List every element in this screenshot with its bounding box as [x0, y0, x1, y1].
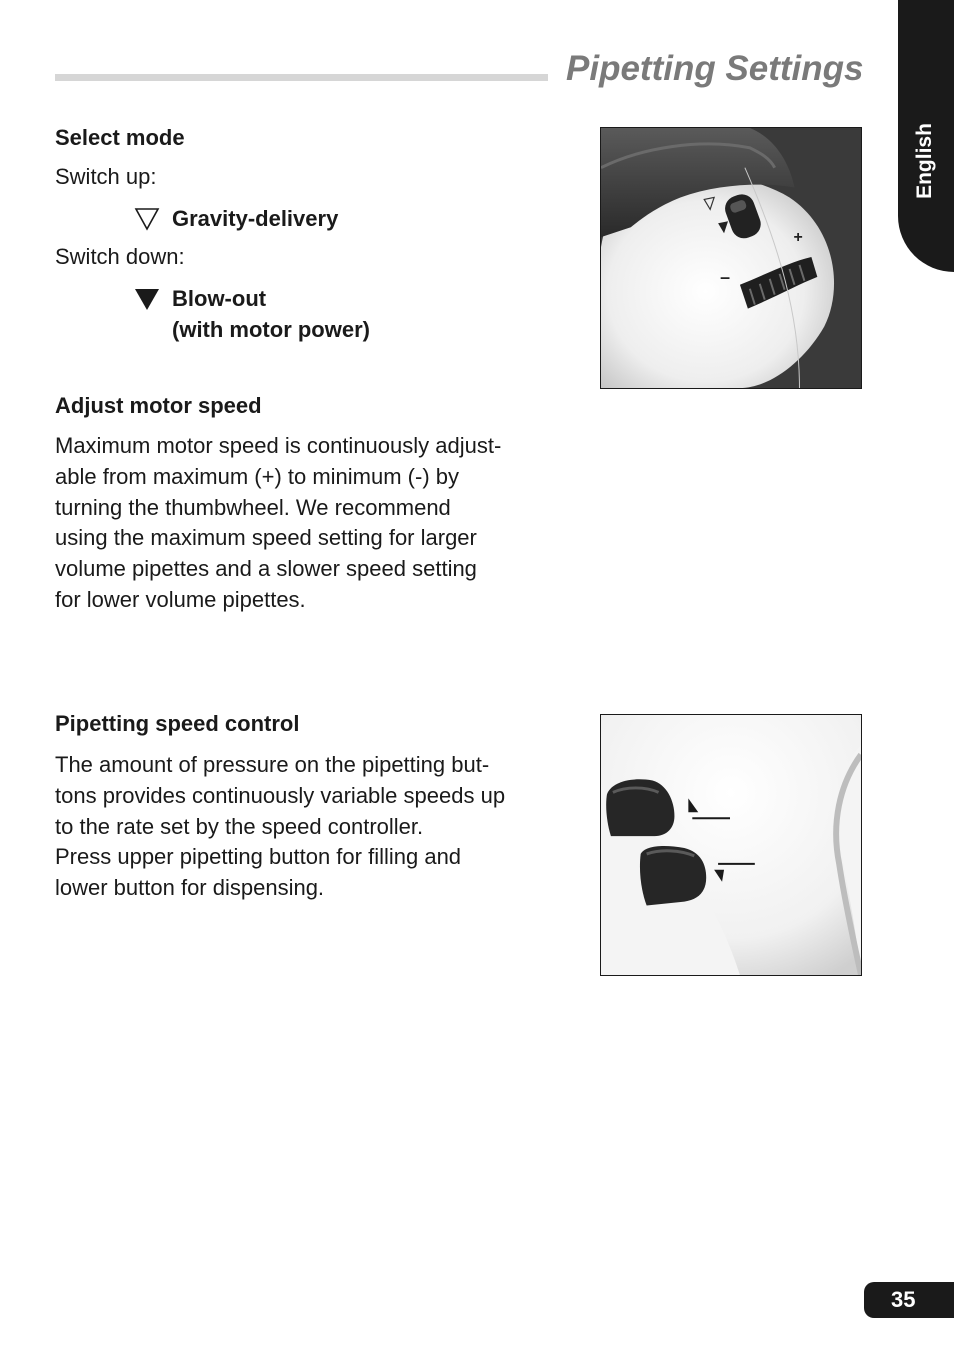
- paragraph-line: Maximum motor speed is continuously adjust-: [55, 433, 502, 458]
- paragraph-line: tons provides continuously variable speeds up: [55, 782, 506, 808]
- page-number: 35: [864, 1282, 954, 1318]
- switch-down-label: Switch down:: [55, 244, 185, 269]
- speed-control-heading: Pipetting speed control: [55, 711, 300, 736]
- paragraph-line: able from maximum (+) to minimum (-) by: [55, 463, 460, 489]
- paragraph-line: lower button for dispensing.: [55, 875, 325, 901]
- pipette-buttons-photo: [600, 714, 862, 976]
- speed-control-paragraph: [55, 750, 565, 904]
- motor-speed-paragraph: [55, 431, 565, 616]
- motor-speed-heading: Adjust motor speed: [55, 393, 262, 418]
- paragraph-line: volume pipettes and a slower speed setting: [55, 556, 477, 582]
- paragraph-line: turning the thumbwheel. We recommend: [55, 494, 451, 520]
- paragraph-line: to the rate set by the speed controller.: [55, 813, 424, 839]
- gravity-delivery-option: [134, 203, 338, 234]
- pipette-switch-thumbwheel-photo-svg: [601, 128, 861, 388]
- paragraph-line: using the maximum speed setting for larger: [55, 525, 477, 551]
- paragraph-line: for lower volume pipettes.: [55, 586, 306, 612]
- language-tab-label: English: [913, 123, 936, 199]
- page-title: Pipetting Settings: [566, 49, 864, 88]
- switch-up-label: Switch up:: [55, 164, 157, 189]
- svg-text:+: +: [793, 229, 803, 247]
- paragraph-line: Press upper pipetting button for filling and: [55, 844, 462, 870]
- paragraph-line: The amount of pressure on the pipetting but-: [55, 752, 490, 777]
- pipette-switch-thumbwheel-photo: [600, 127, 862, 389]
- blow-out-option: [134, 283, 370, 345]
- blow-out-label: Blow-out (with motor power): [172, 286, 370, 342]
- outline-down-triangle-icon: [134, 207, 160, 231]
- pipette-buttons-photo-svg: [601, 715, 861, 975]
- filled-down-triangle-icon: [134, 287, 160, 311]
- select-mode-heading: Select mode: [55, 125, 185, 150]
- gravity-delivery-label: Gravity-delivery: [172, 206, 339, 231]
- svg-text:–: –: [720, 266, 731, 287]
- header-rule: [55, 74, 548, 81]
